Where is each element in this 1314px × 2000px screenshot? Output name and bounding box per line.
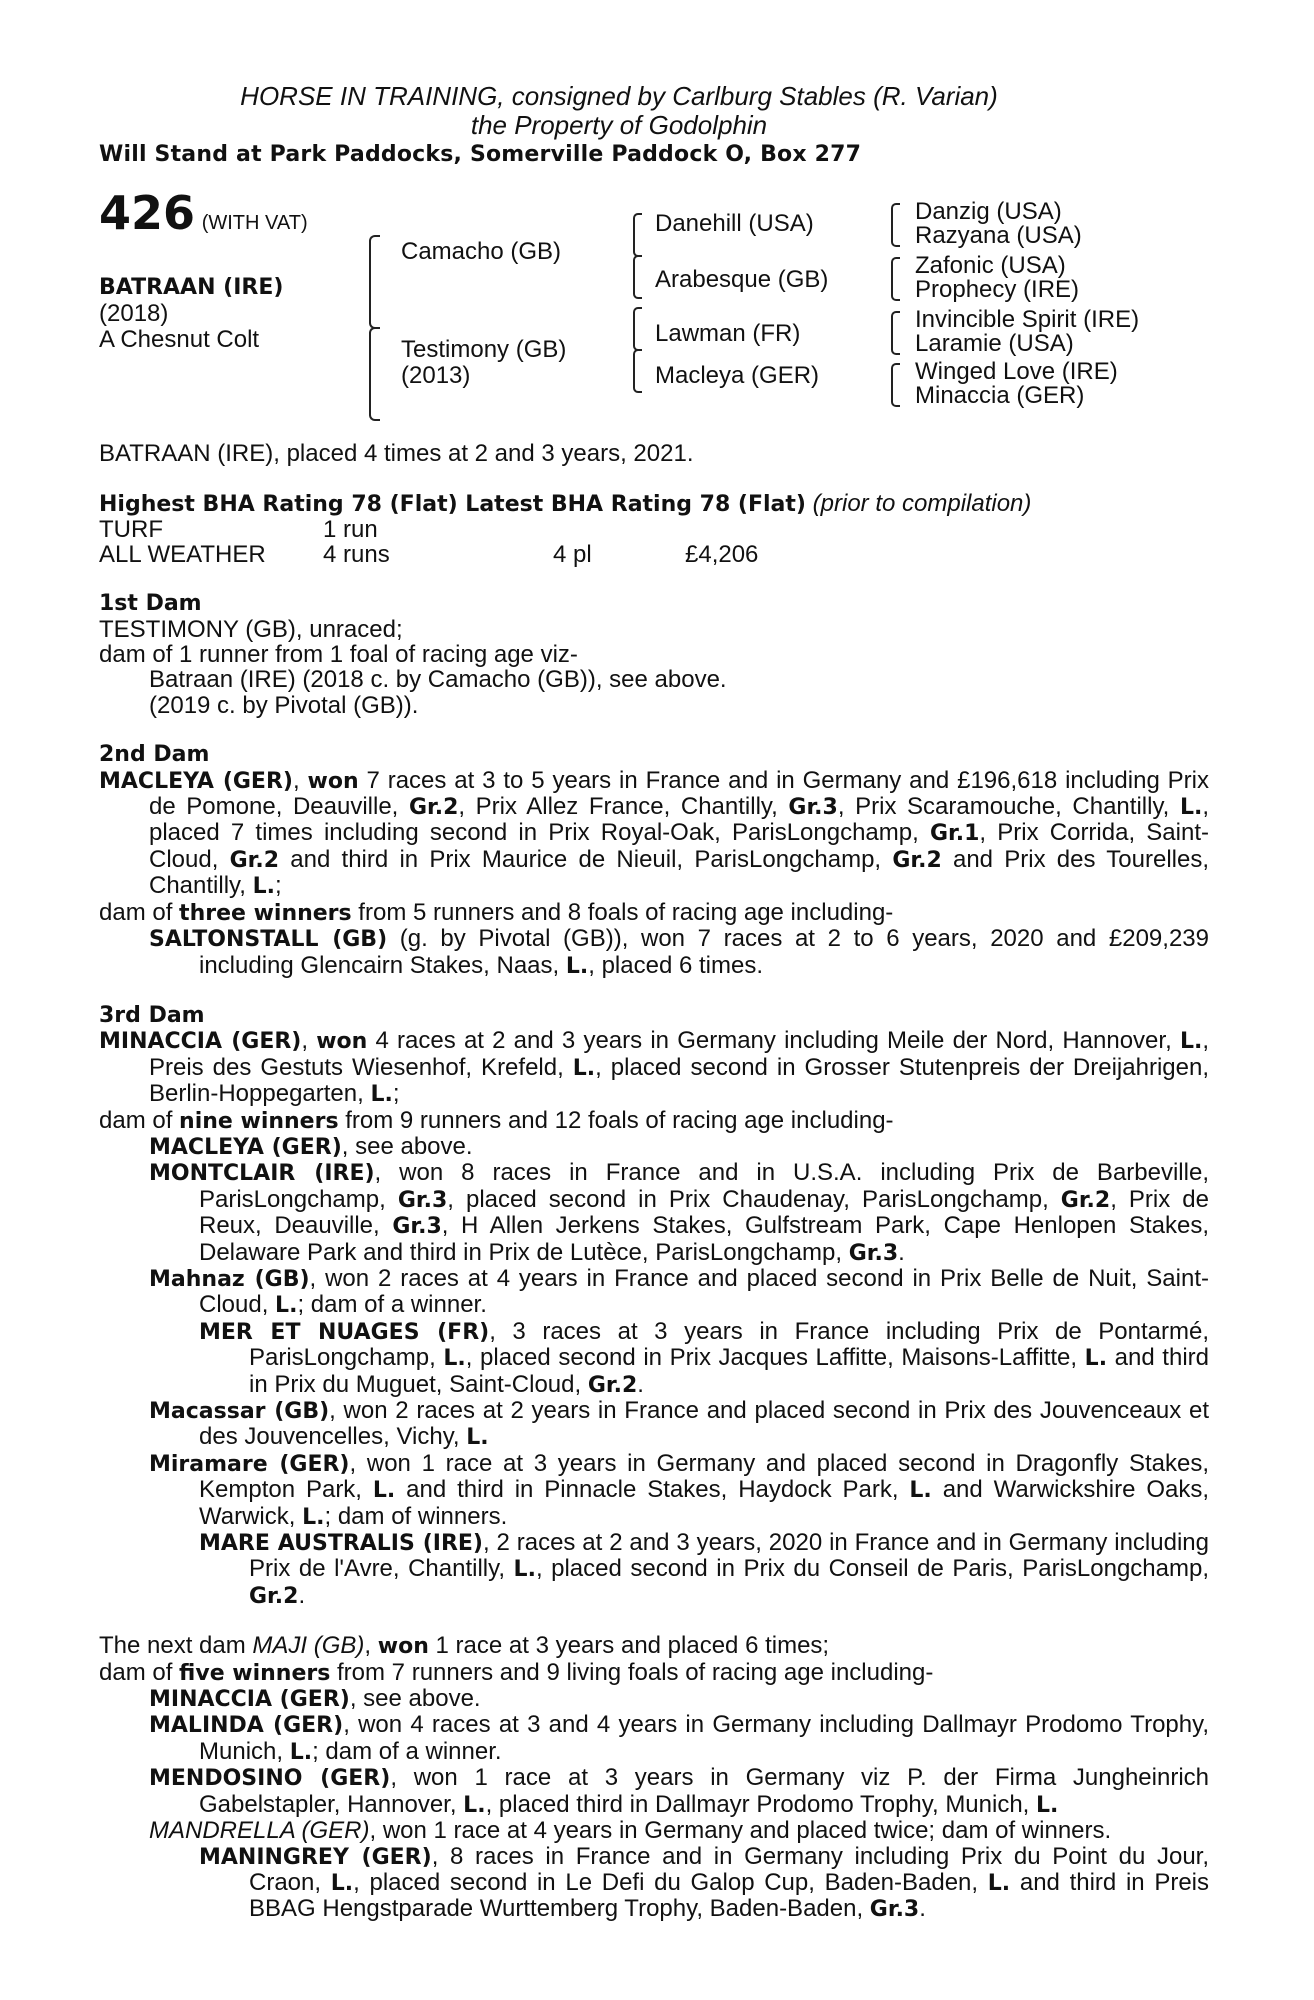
bold-text: Miramare (GER) xyxy=(149,1451,350,1477)
ss-brace xyxy=(633,213,642,257)
bold-text: Macassar (GB) xyxy=(149,1399,330,1424)
bold-text: Gr.2 xyxy=(892,847,942,873)
text: 7 races at 3 to 5 years in France and in Germany and £196,618 including Prix de Pomone, Deauville, xyxy=(149,766,1210,821)
text: and Warwickshire Oaks, Warwick, xyxy=(199,1476,1210,1530)
text: , placed second in Prix Jacques Laffitte, Maisons-Laffitte, xyxy=(465,1344,1085,1372)
produce-record xyxy=(99,1530,1209,1609)
dam-line: dam of 1 runner from 1 foal of racing age viz- xyxy=(99,641,578,669)
text: dam of xyxy=(99,1658,180,1686)
text: , placed 7 times including second in Prix Royal-Oak, ParisLongchamp, xyxy=(149,793,1209,847)
dsd: Laramie (USA) xyxy=(915,330,1074,358)
produce-record xyxy=(99,1134,1209,1160)
produce-record xyxy=(99,1160,1209,1266)
produce-record xyxy=(99,1712,1209,1765)
sds: Zafonic (USA) xyxy=(915,252,1066,280)
text: ; dam of winners. xyxy=(324,1502,508,1530)
text: , xyxy=(364,1632,378,1660)
produce-record xyxy=(99,1398,1209,1451)
sdd: Prophecy (IRE) xyxy=(915,276,1080,304)
text: 4 races at 2 and 3 years in Germany including Meile der Nord, Hannover, xyxy=(367,1027,1180,1055)
produce-line: Batraan (IRE) (2018 c. by Camacho (GB)), see above. xyxy=(149,666,727,694)
text: , won 1 race at 3 years in Germany viz P. der Firma Jungheinrich Gabelstapler, Hannover, xyxy=(199,1764,1209,1818)
bold-text: Gr.2 xyxy=(408,795,459,821)
text: from 5 runners and 8 foals of racing age including- xyxy=(351,898,894,926)
produce-record xyxy=(99,1844,1209,1923)
earnings xyxy=(685,517,758,542)
bold-text: five winners xyxy=(179,1660,331,1686)
dss-brace xyxy=(891,311,900,355)
bold-text: MARE AUSTRALIS (IRE) xyxy=(199,1531,483,1557)
bold-text: L. xyxy=(372,1478,396,1504)
horse-year: (2018) xyxy=(99,300,169,328)
rating-note: (prior to compilation) xyxy=(812,489,1032,517)
text: ; xyxy=(274,872,282,900)
text: . xyxy=(298,1581,306,1609)
bold-text: Gr.2 xyxy=(229,847,280,873)
dam-of-line xyxy=(99,1108,1209,1134)
text: The next dam xyxy=(99,1632,253,1660)
text: , placed second in Prix du Conseil de Paris, ParisLongchamp, xyxy=(535,1555,1209,1583)
section-heading: 3rd Dam xyxy=(99,1002,205,1028)
text: and third in Preis BBAG Hengstparade Wurttemberg Trophy, Baden-Baden, xyxy=(249,1868,1210,1923)
surface: ALL WEATHER xyxy=(99,541,266,569)
sire-brace xyxy=(369,235,380,329)
dam-record: MINACCIA (GER), won 4 races at 2 and 3 years in Germany including Meile der Nord, Hannover, L., Preis des Gestuts Wiesenhof, Krefeld, L., placed second in Grosser Stutenpreis der Dreijahrigen, Berlin-Hoppegarten, L.; xyxy=(99,1027,1209,1108)
sire: Camacho (GB) xyxy=(401,238,562,266)
runs: 4 runs xyxy=(323,541,390,569)
sss-brace xyxy=(891,203,900,247)
text: ; dam of a winner. xyxy=(297,1291,487,1319)
bold-text: Gr.3 xyxy=(869,1897,920,1923)
text: , placed 6 times. xyxy=(588,951,763,979)
text: and third in Prix Maurice de Nieuil, ParisLongchamp, xyxy=(279,845,893,873)
bold-text: L. xyxy=(443,1346,466,1372)
dds-brace xyxy=(891,363,900,407)
race-summary: BATRAAN (IRE), placed 4 times at 2 and 3 years, 2021. xyxy=(99,440,694,468)
text: , won 8 races in France and in U.S.A. including Prix de Barbeville, ParisLongchamp, xyxy=(199,1159,1209,1213)
vat-note: (WITH VAT) xyxy=(201,212,308,235)
text: . xyxy=(637,1370,644,1398)
runs: 1 run xyxy=(323,516,378,544)
bold-text: L. xyxy=(1179,795,1203,821)
race-record-table xyxy=(99,517,758,567)
lot-number: 426 xyxy=(99,186,196,241)
sire-sire: Danehill (USA) xyxy=(655,210,814,238)
third-dam-section xyxy=(99,1003,1209,1609)
bold-text: L. xyxy=(1179,1029,1203,1055)
bold-text: L. xyxy=(370,1082,393,1108)
text: ; dam of a winner. xyxy=(312,1737,502,1765)
bold-text: L. xyxy=(463,1792,486,1818)
dam: Testimony (GB) xyxy=(401,336,567,364)
section-heading: 1st Dam xyxy=(99,591,202,617)
produce-record xyxy=(99,1266,1209,1319)
bold-text: L. xyxy=(572,1055,596,1081)
placed xyxy=(553,517,685,542)
bold-text: won xyxy=(316,1029,368,1055)
text: 1 race at 3 years and placed 6 times; xyxy=(428,1632,830,1660)
text: , placed second in Grosser Stutenpreis der Dreijahrigen, Berlin-Hoppegarten, xyxy=(149,1053,1209,1108)
stand-location: Will Stand at Park Paddocks, Somerville Paddock O, Box 277 xyxy=(99,142,862,167)
sss: Danzig (USA) xyxy=(915,198,1062,226)
bold-text: Gr.2 xyxy=(1060,1187,1111,1213)
bold-text: L. xyxy=(302,1504,325,1530)
produce-record xyxy=(99,1451,1209,1530)
dam-year: (2013) xyxy=(401,362,471,390)
text: and third in Prix du Muguet, Saint-Cloud, xyxy=(249,1344,1209,1398)
ddd: Minaccia (GER) xyxy=(915,382,1085,410)
bold-text: L. xyxy=(565,953,589,979)
dam-dam: Macleya (GER) xyxy=(655,362,820,390)
dam-brace xyxy=(369,327,380,421)
bold-text: Gr.3 xyxy=(788,795,838,821)
text: , won 2 races at 4 years in France and placed second in Prix Belle de Nuit, Saint-Cloud, xyxy=(199,1264,1209,1319)
bold-text: MACLEYA (GER) xyxy=(99,768,293,794)
dam-record: MACLEYA (GER), won 7 races at 3 to 5 years in France and in Germany and £196,618 including Prix de Pomone, Deauville, Gr.2, Prix Allez France, Chantilly, Gr.3, Prix Scaramouche, Chantilly, L., placed 7 times including second in Prix Royal-Oak, ParisLongchamp, Gr.1, Prix Corrida, Saint-Cloud, Gr.2 and third in Prix Maurice de Nieuil, ParisLongchamp, Gr.2 and Prix des Tourelles, Chantilly, L.; xyxy=(99,766,1210,900)
bold-text: Gr.3 xyxy=(392,1214,442,1240)
text: , H Allen Jerkens Stakes, Gulfstream Park, Cape Henlopen Stakes, Delaware Park and third in Prix de Lutèce, ParisLongchamp, xyxy=(199,1212,1210,1266)
text: dam of xyxy=(99,898,180,926)
first-dam-section xyxy=(99,591,1209,718)
bold-text: MALINDA (GER) xyxy=(149,1713,344,1739)
text: , Prix Scaramouche, Chantilly, xyxy=(837,793,1180,821)
bold-text: L. xyxy=(330,1870,354,1896)
text: , won 2 races at 2 years in France and placed second in Prix des Jouvenceaux et des Jouvencelles, Vichy, xyxy=(199,1397,1210,1451)
sire-dam: Arabesque (GB) xyxy=(655,266,829,294)
bold-text: three winners xyxy=(179,900,352,926)
pedigree-block xyxy=(99,186,1209,431)
text: . xyxy=(898,1238,905,1266)
text: from 9 runners and 12 foals of racing age including- xyxy=(338,1106,894,1134)
second-dam-section xyxy=(99,742,1209,979)
produce-record xyxy=(99,1765,1209,1818)
dds: Winged Love (IRE) xyxy=(915,358,1118,386)
text: , Prix de Reux, Deauville, xyxy=(199,1185,1209,1240)
text: dam of xyxy=(99,1106,180,1134)
bold-text: Gr.2 xyxy=(249,1583,299,1609)
sd-brace xyxy=(633,255,642,299)
produce-record xyxy=(99,1686,1209,1712)
text: , 8 races in France and in Germany including Prix du Point du Jour, Craon, xyxy=(249,1842,1210,1896)
text: , won 1 race at 4 years in Germany and placed twice; dam of winners. xyxy=(369,1817,1112,1845)
text: . xyxy=(919,1895,926,1923)
text: , Prix Corrida, Saint-Cloud, xyxy=(149,819,1209,873)
bold-text: L. xyxy=(987,1870,1011,1896)
bold-text: Gr.3 xyxy=(397,1187,448,1213)
bold-text: won xyxy=(307,768,359,794)
bold-text: MANINGREY (GER) xyxy=(199,1844,432,1870)
produce-line: (2019 c. by Pivotal (GB)). xyxy=(149,691,419,719)
dss: Invincible Spirit (IRE) xyxy=(915,306,1140,334)
dam-sire: Lawman (FR) xyxy=(655,320,801,348)
bold-text: won xyxy=(377,1634,429,1660)
catalogue-page xyxy=(99,82,1209,1923)
next-dam-name: MAJI (GB) xyxy=(252,1632,365,1660)
bold-text: Gr.2 xyxy=(587,1372,638,1398)
bold-text: MACLEYA (GER) xyxy=(149,1134,342,1160)
bold-text: MONTCLAIR (IRE) xyxy=(149,1161,375,1187)
bold-text: MENDOSINO (GER) xyxy=(149,1766,391,1792)
text: , placed second in Prix Chaudenay, ParisLongchamp, xyxy=(447,1185,1061,1213)
bold-text: Gr.1 xyxy=(929,821,980,847)
rating-text: Highest BHA Rating 78 (Flat) Latest BHA Rating 78 (Flat) xyxy=(99,491,806,517)
produce-record xyxy=(99,926,1209,979)
dd-brace xyxy=(633,349,642,393)
bold-text: MINACCIA (GER) xyxy=(149,1687,350,1713)
surface: TURF xyxy=(99,516,163,544)
text: , Preis des Gestuts Wiesenhof, Krefeld, xyxy=(149,1027,1209,1081)
table-row xyxy=(99,542,758,567)
text: , 3 races at 3 years in France including Prix de Pontarmé, ParisLongchamp, xyxy=(249,1317,1209,1372)
bha-rating xyxy=(99,491,1209,517)
consignor-line: HORSE IN TRAINING, consigned by Carlburg Stables (R. Varian) xyxy=(240,81,998,111)
bold-text: nine winners xyxy=(179,1108,339,1134)
bold-text: L. xyxy=(252,874,275,900)
bold-text: L. xyxy=(1036,1792,1059,1818)
text: (g. by Pivotal (GB)), won 7 races at 2 to 6 years, 2020 and £209,239 including Glencairn Stakes, Naas, xyxy=(199,925,1209,979)
bold-text: L. xyxy=(909,1478,932,1504)
bold-text: Mahnaz (GB) xyxy=(149,1266,310,1292)
sds-brace xyxy=(891,257,900,301)
placed: 4 pl xyxy=(553,541,592,569)
text: , placed second in Le Defi du Galop Cup, Baden-Baden, xyxy=(353,1868,988,1896)
property-line: the Property of Godolphin xyxy=(470,110,768,140)
produce-record xyxy=(99,1818,1209,1843)
text: , 2 races at 2 and 3 years, 2020 in France and in Germany including Prix de l'Avre, Chantilly, xyxy=(249,1529,1209,1583)
horse-description: A Chesnut Colt xyxy=(99,326,260,354)
lot-number-row xyxy=(99,186,308,241)
section-heading: 2nd Dam xyxy=(99,742,210,768)
text: , see above. xyxy=(341,1132,473,1160)
dam-of-line xyxy=(99,1660,1209,1686)
bold-text: L. xyxy=(513,1557,536,1583)
dam-line: TESTIMONY (GB), unraced; xyxy=(99,615,403,643)
bold-text: Gr.3 xyxy=(848,1240,899,1266)
next-dam-line xyxy=(99,1633,1209,1659)
ssd: Razyana (USA) xyxy=(915,222,1082,250)
horse-name: BATRAAN (IRE) xyxy=(99,275,284,301)
ds-brace xyxy=(633,307,642,351)
bold-text: L. xyxy=(275,1293,298,1319)
text: , won 4 races at 3 and 4 years in Germany including Dallmayr Prodomo Trophy, Munich, xyxy=(199,1711,1209,1765)
text: and third in Pinnacle Stakes, Haydock Park, xyxy=(395,1476,910,1504)
next-dam-section xyxy=(99,1633,1209,1922)
bold-text: MER ET NUAGES (FR) xyxy=(199,1319,490,1345)
dam-of-line xyxy=(99,900,1209,926)
text: , see above. xyxy=(349,1685,481,1713)
table-row xyxy=(99,517,758,542)
earnings: £4,206 xyxy=(685,541,759,569)
bold-text: L. xyxy=(289,1739,313,1765)
text: , placed third in Dallmayr Prodomo Trophy, Munich, xyxy=(485,1790,1037,1818)
bold-text: L. xyxy=(466,1425,489,1451)
text: , Prix Allez France, Chantilly, xyxy=(458,793,789,821)
text: ; xyxy=(392,1080,400,1108)
bold-text: MINACCIA (GER) xyxy=(99,1029,302,1055)
text: , won 1 race at 3 years in Germany and placed second in Dragonfly Stakes, Kempton Park, xyxy=(199,1449,1209,1504)
bold-text: L. xyxy=(1084,1346,1108,1372)
bold-text: SALTONSTALL (GB) xyxy=(149,927,388,953)
text: and Prix des Tourelles, Chantilly, xyxy=(149,845,1209,900)
produce-record xyxy=(99,1319,1209,1398)
italic-name: MANDRELLA (GER) xyxy=(149,1817,370,1845)
text: from 7 runners and 9 living foals of racing age including- xyxy=(330,1658,934,1686)
